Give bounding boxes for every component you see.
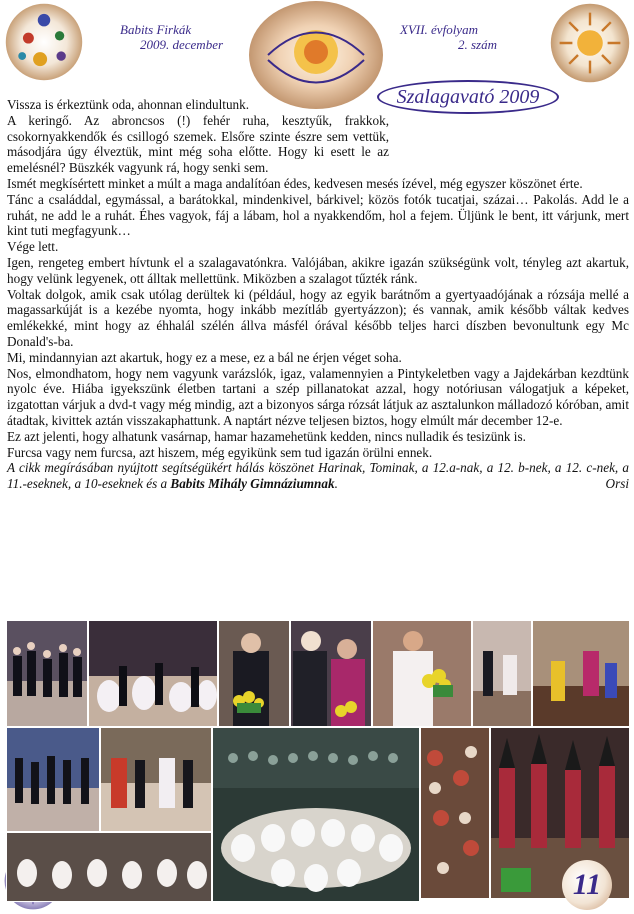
photo-teacher-flowers [218,620,290,727]
paragraph: Mi, mindannyian azt akartuk, hogy ez a mese, ez a bál ne érjen véget soha. [7,349,402,365]
decorative-plate-top-center [248,0,384,110]
paragraph: Vége lett. [7,239,59,255]
photo-waltz-couples [88,620,218,727]
photo-ribbon-pinning [290,620,372,727]
paragraph: Igen, rengeteg embert hívtunk el a szalagavatónkra. Valójában, akikre igazán szükségünk volt, tényleg azt akartuk, hogy velünk legyenek, ott álltak mellettünk. Miközben a szalagot tűzték ránk. [7,254,629,286]
photo-ballroom-dance [472,620,532,727]
publication-date: 2009. december [140,37,224,52]
article-title: Szalagavató 2009 [377,80,559,114]
decorative-plate-top-left [5,3,83,81]
photo-stage-show [532,620,630,727]
article-body [7,97,629,492]
photo-crowd-audience [420,727,490,899]
paragraph: Furcsa vagy nem furcsa, azt hiszem, még egyikünk sem tud igazán örülni ennek. [7,444,433,460]
photo-collage [6,620,628,900]
paragraph: Voltak dolgok, amik csak utólag derültek ki (például, hogy az egyik barátnőm a gyertyaadójának a rózsája mellé a magassarkúját is a kezébe nyomta, hogy inkább mezítláb gyertyázzon); és vannak, amik később váltak kedves emlékekké, mint hogy az éhhalál szélén állva másfél órával később teljes harci díszben bevonultunk egy Mc Donald's-ba. [7,286,629,349]
publication-name: Babits Firkák [120,22,192,37]
publication-info [120,22,223,52]
issue-number: 2. szám [458,37,498,52]
paragraph: A keringő. Az abroncsos (!) fehér ruha, kesztyűk, frakkok, csokornyakkendők és csillogó szemek. Elsőre szinte észre sem vettük, másodjára úgy élveztük, mint még soha előtte. Hogy ki esett le az emelésnél? Büszkék vagyunk rá, hogy senki sem. [7,112,389,176]
acknowledgement-text: A cikk megírásában nyújtott segítségükért hálás köszönet Harinak, Tominak, a 12.a-nak, a 12. b-nek, a 12. c-nek, a 11.-eseknek, a 10-eseknek és a [7,460,629,492]
paragraph: Ez azt jelenti, hogy alhatunk vasárnap, hamar hazamehetünk kedden, nincs nulladik és tesizünk is. [7,428,526,444]
photo-group-dance [6,727,100,832]
photo-circle-dance [6,832,212,902]
paragraph: Nos, elmondhatom, hogy nem vagyunk varázslók, igaz, valamennyien a Pintykeletben vagy a Jajdekárban kezdtünk nyolc éve. Hiába igyekszünk életben tartani a szép pillanatokat azzal, hogy notóriusan válogatjuk a képeket, izgatottan várjuk a dvd-t vagy még mindig, azt a bizonyos sárga rózsát látjuk az asztalunkon málladozó kóróban, amit átadtak, kivittek aztán visszakaphattunk. A naptárt nézve teljesen biztos, hogy elmúlt már december 12-e. [7,365,629,428]
page-number: 11 [562,860,612,910]
school-name: Babits Mihály Gimnáziumnak [170,476,335,492]
author-name: Orsi [605,476,629,492]
paragraph: Ismét megkísértett minket a múlt a maga andalítóan édes, kedvesen mesés ízével, még egyszer köszönet érte. [7,175,583,191]
volume: XVII. évfolyam [400,22,478,37]
acknowledgement [7,460,629,492]
photo-couples-dancing [100,727,212,832]
photo-dancers-group [6,620,88,727]
acknowledgement-end: . [334,476,338,492]
paragraph: Vissza is érkeztünk oda, ahonnan elindultunk. [7,97,250,112]
photo-flower-bouquet [372,620,472,727]
decorative-plate-top-right [550,3,630,83]
issue-info [400,22,497,52]
photo-ballroom-formation [212,727,420,902]
paragraph: Tánc a családdal, egymással, a barátokkal, mindenkivel, bárkivel; közös fotók tucatjai, százai… Pakolás. Add le a ruhát, ne add le a ruhát. Éhes vagyok, fáj a lábam, hol a nyakkendőm, hol a fejem. Üljünk le bent, itt várjunk, mert kint tuti megfagyunk… [7,191,629,239]
